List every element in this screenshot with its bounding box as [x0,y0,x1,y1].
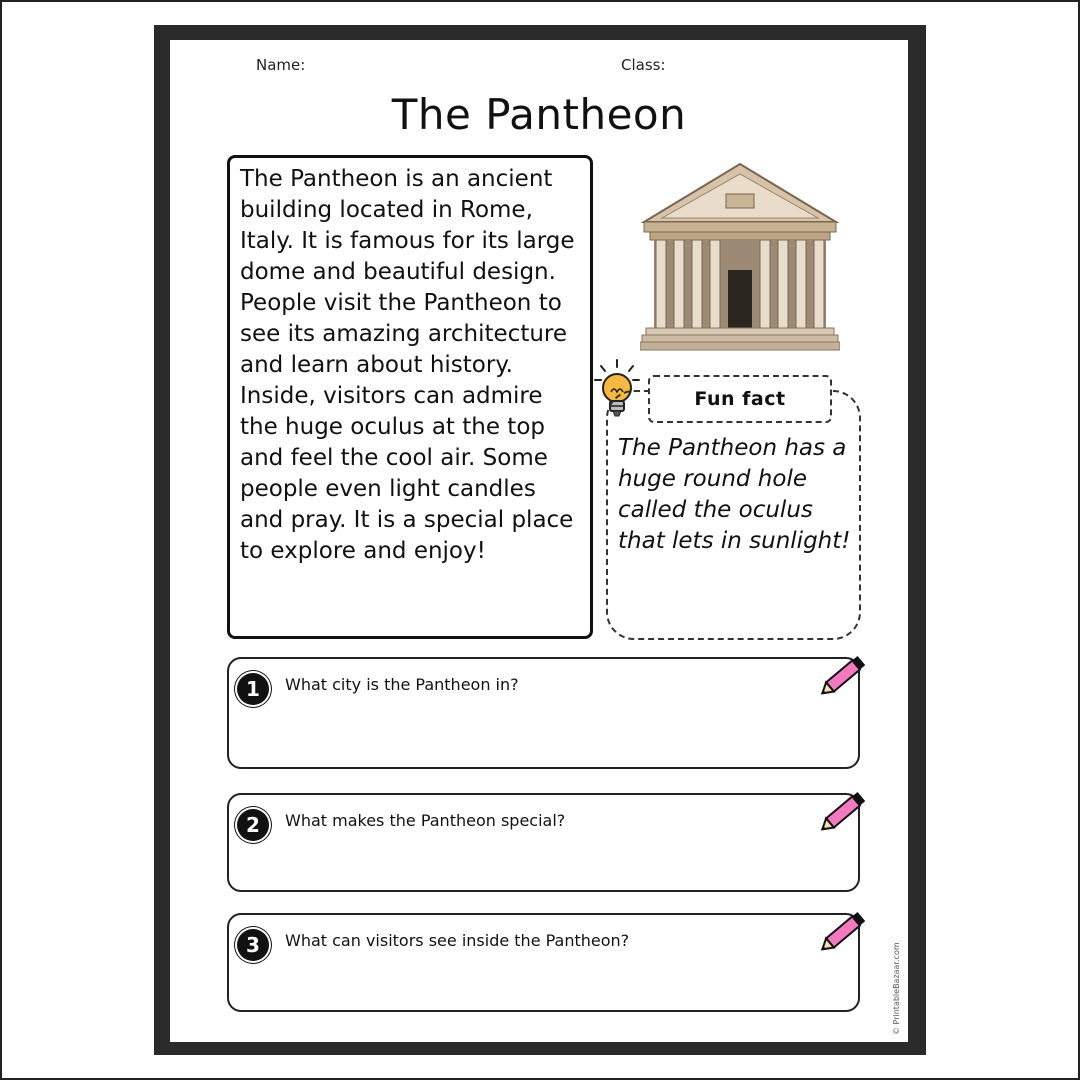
fun-fact-label: Fun fact [648,375,832,423]
question-number-badge: 3 [237,929,269,961]
reading-passage: The Pantheon is an ancient building located in Rome, Italy. It is famous for its large dome and beautiful design. People visit the Pantheon to see its amazing architecture and learn about history. Inside, visitors can admire the huge oculus at the top and feel the cool air. Some people even light candles and pray. It is a special place to explore and enjoy! [227,155,593,639]
name-label: Name: [256,56,306,74]
pantheon-building-icon [640,160,840,355]
fun-fact-text: The Pantheon has a huge round hole called the oculus that lets in sunlight! [618,435,851,554]
page-title: The Pantheon [391,90,687,139]
pencil-icon [816,907,870,957]
copyright-text: © PrintableBazaar.com [892,942,901,1035]
question-text: What city is the Pantheon in? [285,675,519,694]
question-number-badge: 2 [237,809,269,841]
question-number-badge: 1 [237,673,269,705]
question-box-3[interactable] [227,913,860,1012]
question-box-2[interactable] [227,793,860,892]
pencil-icon [816,651,870,701]
worksheet-page [170,40,908,1042]
pencil-icon [816,787,870,837]
question-text: What can visitors see inside the Pantheon? [285,931,630,950]
question-text: What makes the Pantheon special? [285,811,566,830]
question-box-1[interactable] [227,657,860,769]
class-label: Class: [621,56,666,74]
